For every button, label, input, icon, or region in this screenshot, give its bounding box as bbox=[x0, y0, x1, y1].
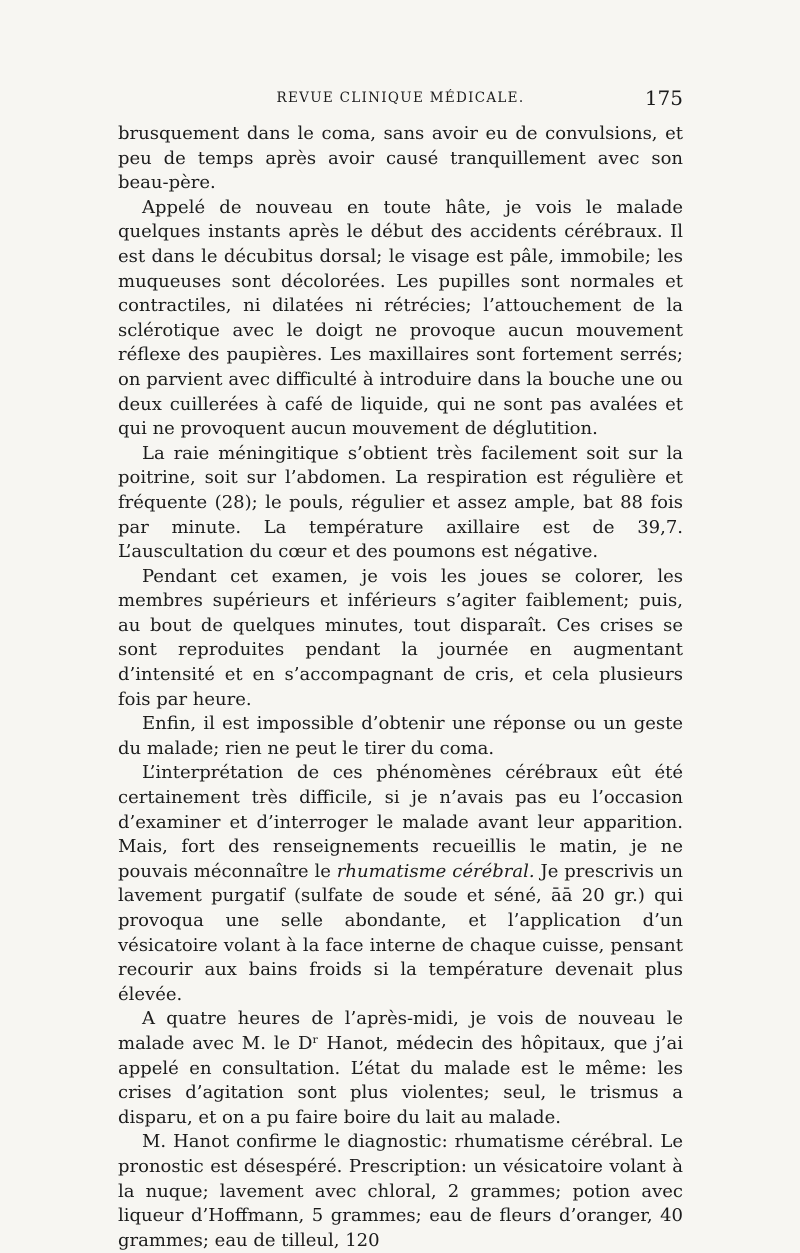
diagnosis-emphasis: rhumatisme cérébral. bbox=[336, 860, 535, 882]
paragraph-interpretation bbox=[118, 761, 683, 1007]
paragraph-crises: Pendant cet examen, je vois les joues se colorer, les membres supérieurs et inférieurs s’agiter faiblement; puis, au bout de quelques minutes, tout disparaît. Ces crises se sont reproduites pendant la journée en augmentant d’intensité et en s’accompagnant de cris, et cela plusieurs fois par heure. bbox=[118, 565, 683, 710]
page-header bbox=[118, 86, 683, 114]
paragraph-prescription: M. Hanot confirme le diagnostic: rhumatisme cérébral. Le pronostic est désespéré. Prescription: un vésicatoire volant à la nuque; lavement avec chloral, 2 grammes; potion avec liqueur d’Hoffmann, 5 grammes; eau de fleurs d’oranger, 40 grammes; eau de tilleul, 120 bbox=[118, 1131, 683, 1251]
running-title: REVUE CLINIQUE MÉDICALE. bbox=[276, 90, 525, 106]
paragraph-vital-signs: La raie méningitique s’obtient très facilement soit sur la poitrine, soit sur l’abdomen. La respiration est régulière et fréquente (28); le pouls, régulier et assez ample, bat 88 fois par minute. La température axillaire est de 39,7. L’auscultation du cœur et des poumons est négative. bbox=[118, 442, 683, 563]
paragraph-coma-onset: brusquement dans le coma, sans avoir eu de convulsions, et peu de temps après avoir causé tranquillement avec son beau-père. bbox=[118, 123, 683, 194]
paragraph-examination: Appelé de nouveau en toute hâte, je vois le malade quelques instants après le début des accidents cérébraux. Il est dans le décubitus dorsal; le visage est pâle, immobile; les muqueuses sont décolorées. Les pupilles sont normales et contractiles, ni dilatées ni rétrécies; l’attouchement de la sclérotique avec le doigt ne provoque aucun mouvement réflexe des paupières. Les maxillaires sont fortement serrés; on parvient avec difficulté à introduire dans la bouche une ou deux cuillerées à café de liquide, qui ne sont pas avalées et qui ne provoquent aucun mouvement de déglutition. bbox=[118, 196, 683, 440]
interpretation-text-end: Je prescrivis un lavement purgatif (sulfate de soude et séné, āā 20 gr.) qui provoqua une selle abondante, et l’application d’un vésicatoire volant à la face interne de chaque cuisse, pensant recourir aux bains froids si la température devenait plus élevée. bbox=[118, 860, 683, 1005]
paragraph-afternoon-visit: A quatre heures de l’après-midi, je vois de nouveau le malade avec M. le Dʳ Hanot, médecin des hôpitaux, que j’ai appelé en consultation. L’état du malade est le même: les crises d’agitation sont plus violentes; seul, le trismus a disparu, et on a pu faire boire du lait au malade. bbox=[118, 1008, 683, 1128]
interpretation-text-start: L’interprétation de ces phénomènes cérébraux eût été certainement très difficile, si je n’avais pas eu l’occasion d’examiner et d’interroger le malade avant leur apparition. Mais, fort des renseignements recueillis le matin, je ne pouvais méconnaître le bbox=[118, 762, 683, 882]
paragraph-no-response: Enfin, il est impossible d’obtenir une réponse ou un geste du malade; rien ne peut le tirer du coma. bbox=[118, 713, 683, 759]
page-number: 175 bbox=[644, 86, 683, 110]
body-text bbox=[118, 122, 683, 1253]
